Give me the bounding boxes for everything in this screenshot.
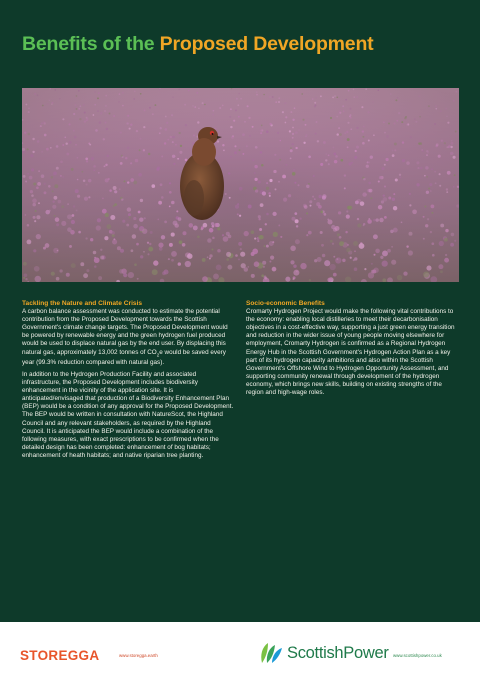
photo-image bbox=[22, 88, 459, 282]
scottishpower-wordmark: ScottishPower bbox=[287, 643, 389, 662]
carbon-balance-paragraph: A carbon balance assessment was conducted to estimate the potential contribution from the Proposed Development towards the Scottish Government's climate change targets. The Proposed Development would be powered by renewable energy and the green hydrogen fuel produced would be used to displace natural gas by the end user. By displacing this natural gas, approximately 13,002 tonnes of $CO_2e$ would be saved every year (99.3% reduction compared with natural gas). bbox=[22, 308, 228, 366]
page-title bbox=[22, 33, 373, 56]
nature-climate-section bbox=[22, 300, 234, 464]
storegga-url[interactable]: www.storegga.earth bbox=[119, 653, 158, 658]
heather-photo bbox=[22, 88, 459, 282]
socio-economic-section bbox=[246, 300, 460, 401]
section-heading: Socio-economic Benefits bbox=[246, 300, 325, 307]
storegga-logo: STOREGGA bbox=[20, 648, 100, 663]
title-part-green: Benefits of the bbox=[22, 33, 160, 55]
scottishpower-logo bbox=[258, 641, 389, 665]
scottishpower-leaf-icon bbox=[258, 641, 284, 665]
economy-paragraph: Cromarty Hydrogen Project would make the following vital contributions to the economy: enabling local distilleries to meet their decarbonisation objectives in a cost-effective way, supporting a just green energy transition and reduction in the wider issue of young people moving elsewhere for employment, Cromarty Hydrogen is confirmed as a Regional Hydrogen Energy Hub in the Scottish Government's Hydrogen Action Plan as a key part of its hydrogen capacity ambitions and also within the Scottish Government's Offshore Wind to Hydrogen Opportunity Assessment, and supporting community renewal through development of the hydrogen economy, which brings new skills, building on existing strengths of the region and high-wage roles. bbox=[246, 308, 455, 397]
scottishpower-url[interactable]: www.scottishpower.co.uk bbox=[393, 653, 442, 658]
section-heading: Tackling the Nature and Climate Crisis bbox=[22, 300, 143, 307]
biodiversity-paragraph: In addition to the Hydrogen Production Facility and associated infrastructure, the Proposed Development includes biodiversity enhancement in the vicinity of the application site. It is anticipated/envisaged that production of a Biodiversity Enhancement Plan (BEP) would be a condition of any approval for the Proposed Development. The BEP would be written in consultation with NatureScot, the Highland Council and any relevant stakeholders, as required by the Highland Council. It is anticipated the BEP would include a combination of the following measures, with exact prescriptions to be confirmed when the detailed design has been completed: enhancement of bog habitats; enhancement of heath habitats; and native riparian tree planting. bbox=[22, 371, 234, 459]
title-part-orange: Proposed Development bbox=[159, 33, 374, 55]
